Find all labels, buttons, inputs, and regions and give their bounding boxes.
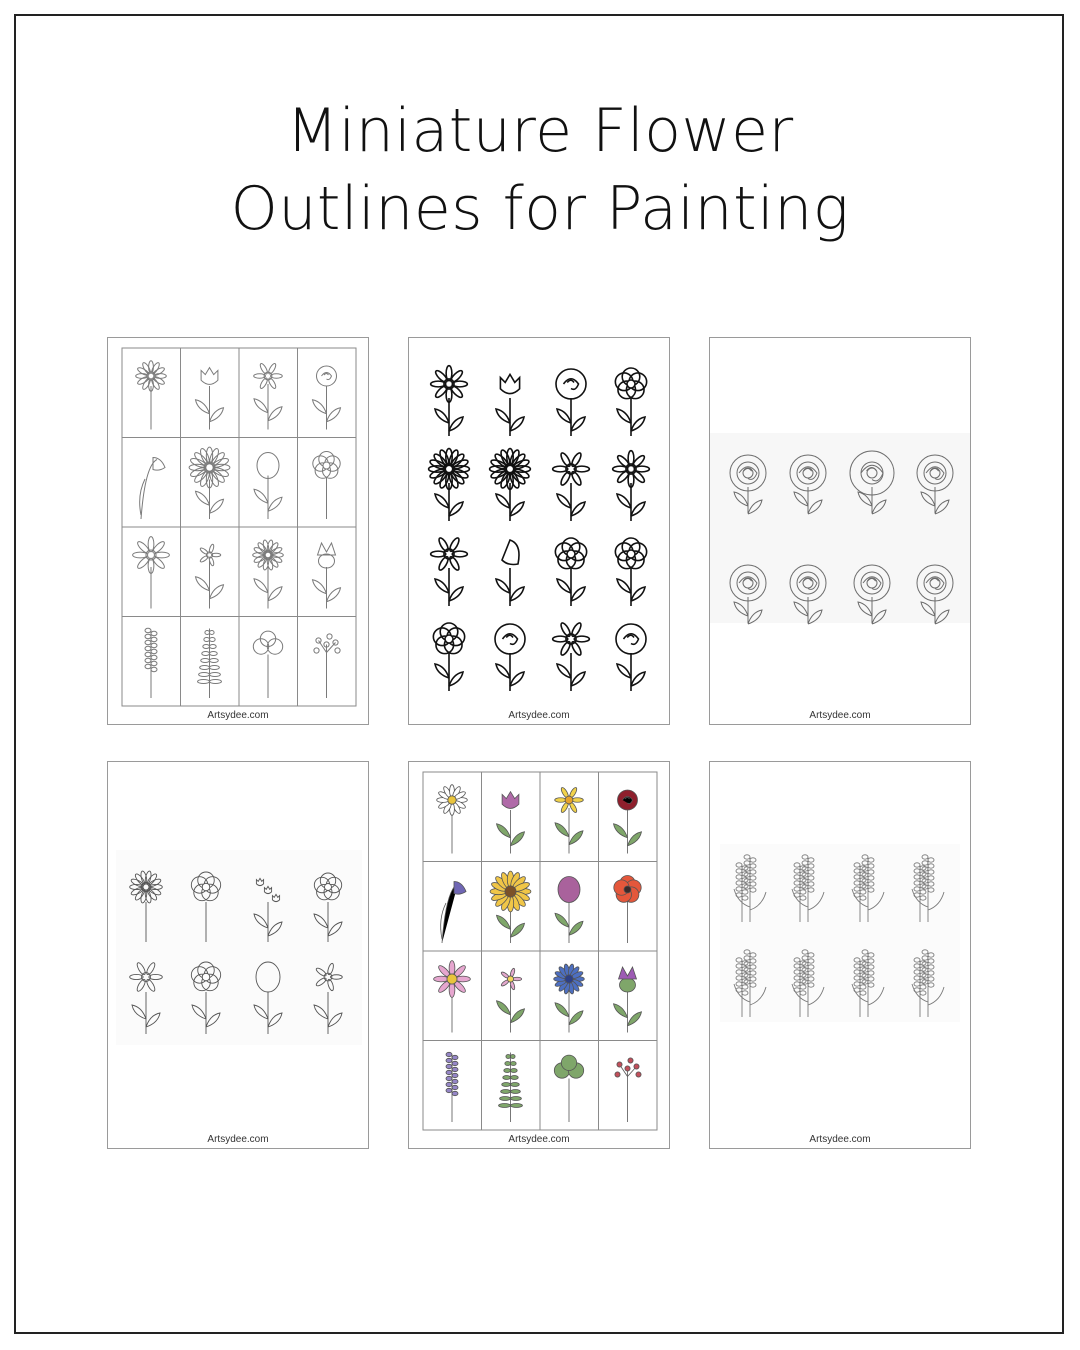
- sheet-footer: Artsydee.com: [809, 710, 871, 721]
- sheet-bold-outline-grid: [408, 337, 670, 725]
- sheet-colored-grid: [408, 761, 670, 1149]
- title-line-1: Miniature Flower: [286, 96, 794, 166]
- sheet-footer: Artsydee.com: [207, 1134, 269, 1145]
- sheet-lavender-sketch: [709, 761, 971, 1149]
- sheet-footer: Artsydee.com: [508, 710, 570, 721]
- bold-flower-illustration: [409, 338, 670, 725]
- sheet-roses-sketch: [709, 337, 971, 725]
- sheet-light-outline-grid: [107, 337, 369, 725]
- roses-illustration: [710, 338, 971, 725]
- sheet-wildflowers-sketch: [107, 761, 369, 1149]
- page-title: [0, 92, 1080, 248]
- sheet-footer: Artsydee.com: [207, 710, 269, 721]
- title-line-2: Outlines for Painting: [230, 174, 850, 244]
- sheet-footer: Artsydee.com: [508, 1134, 570, 1145]
- flower-grid-illustration: [108, 338, 369, 725]
- lavender-illustration: [710, 762, 971, 1149]
- wildflowers-illustration: [108, 762, 369, 1149]
- colored-flower-illustration: [409, 762, 670, 1149]
- sheet-footer: Artsydee.com: [809, 1134, 871, 1145]
